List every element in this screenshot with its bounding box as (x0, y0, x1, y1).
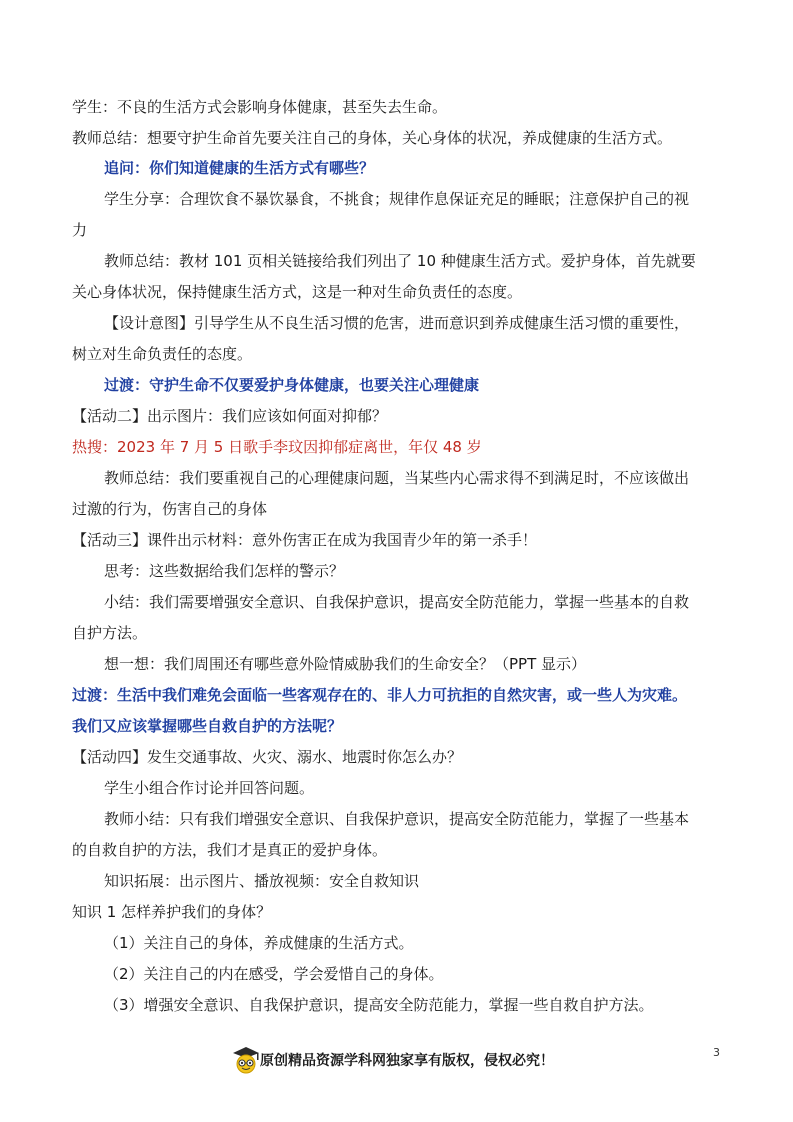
text-line: 学生小组合作讨论并回答问题。 (104, 779, 315, 797)
text-line: 力 (72, 221, 88, 239)
activity-two: 【活动二】出示图片：我们应该如何面对抑郁？ (72, 407, 388, 425)
text-line: 自护方法。 (72, 624, 148, 642)
text-line: 的自救自护的方法，我们才是真正的爱护身体。 (72, 841, 388, 859)
text-line: 知识拓展：出示图片、播放视频：安全自救知识 (104, 872, 420, 890)
copyright-notice: 原创精品资源学科网独家享有版权，侵权必究！ (260, 1053, 554, 1069)
text-line: 关心身体状况，保持健康生活方式，这是一种对生命负责任的态度。 (72, 283, 523, 301)
text-line: 思考：这些数据给我们怎样的警示？ (104, 562, 345, 580)
design-intent: 【设计意图】引导学生从不良生活习惯的危害，进而意识到养成健康生活习惯的重要性， (104, 314, 690, 332)
knowledge-item: （3）增强安全意识、自我保护意识，提高安全防范能力，掌握一些自救自护方法。 (104, 996, 654, 1014)
text-line: 教师小结：只有我们增强安全意识、自我保护意识，提高安全防范能力，掌握了一些基本 (104, 810, 690, 828)
text-line: 学生：不良的生活方式会影响身体健康，甚至失去生命。 (72, 98, 448, 116)
knowledge-item: （2）关注自己的内在感受，学会爱惜自己的身体。 (104, 965, 444, 983)
hot-search: 热搜：2023 年 7 月 5 日歌手李玟因抑郁症离世，年仅 48 岁 (72, 438, 482, 456)
knowledge-heading: 知识 1 怎样养护我们的身体？ (72, 903, 272, 921)
transition-heading: 我们又应该掌握哪些自救自护的方法呢？ (72, 717, 343, 735)
knowledge-item: （1）关注自己的身体，养成健康的生活方式。 (104, 934, 414, 952)
activity-three: 【活动三】课件出示材料：意外伤害正在成为我国青少年的第一杀手！ (72, 531, 538, 549)
text-line: 学生分享：合理饮食不暴饮暴食，不挑食；规律作息保证充足的睡眠；注意保护自己的视 (104, 190, 690, 208)
page-number: 3 (713, 1046, 720, 1059)
text-line: 树立对生命负责任的态度。 (72, 345, 253, 363)
text-line: 教师总结：我们要重视自己的心理健康问题，当某些内心需求得不到满足时，不应该做出 (104, 469, 690, 487)
text-line: 过激的行为，伤害自己的身体 (72, 500, 268, 518)
text-line: 教师总结：想要守护生命首先要关注自己的身体，关心身体的状况，养成健康的生活方式。 (72, 129, 673, 147)
text-line: 教师总结：教材 101 页相关链接给我们列出了 10 种健康生活方式。爱护身体，首先就要 (104, 252, 696, 270)
transition-heading: 过渡：生活中我们难免会面临一些客观存在的、非人力可抗拒的自然灾害，或一些人为灾难。 (72, 686, 688, 704)
transition-heading: 过渡：守护生命不仅要爱护身体健康，也要关注心理健康 (104, 376, 480, 394)
text-line: 想一想：我们周围还有哪些意外险情威胁我们的生命安全？（PPT 显示） (104, 655, 587, 673)
text-line: 小结：我们需要增强安全意识、自我保护意识，提高安全防范能力，掌握一些基本的自救 (104, 593, 690, 611)
followup-question: 追问：你们知道健康的生活方式有哪些？ (104, 159, 375, 177)
graduate-mascot-icon (232, 1045, 260, 1075)
activity-four: 【活动四】发生交通事故、火灾、溺水、地震时你怎么办？ (72, 748, 463, 766)
